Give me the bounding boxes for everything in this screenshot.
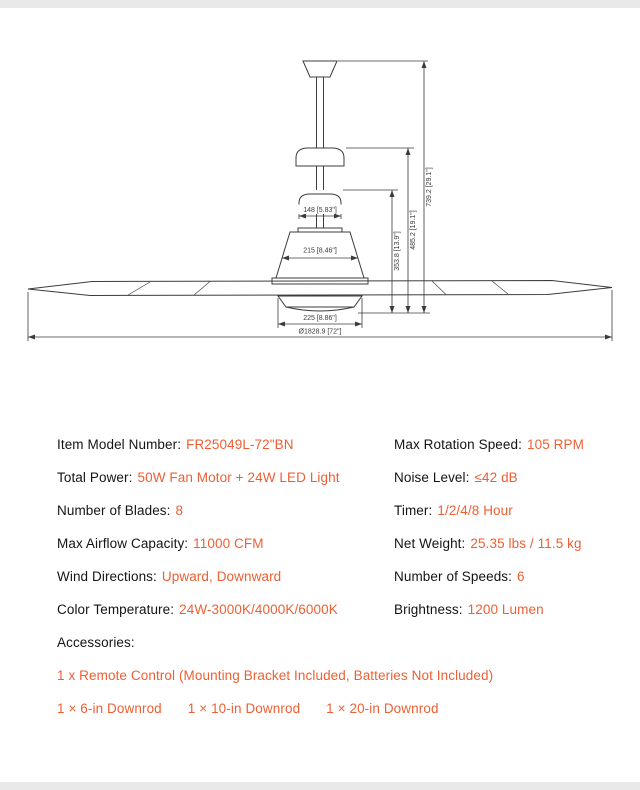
spec-row-brightness [394,593,620,626]
spec-row-accessories-heading [57,626,394,659]
fan-line-drawing [0,0,640,360]
spec-value: ≤42 dB [474,470,518,485]
spec-sheet [57,428,620,659]
accessory-downrod-20in: 1 × 20-in Downrod [326,701,439,716]
spec-label: Max Airflow Capacity: [57,536,189,551]
spec-row-total-power [57,461,394,494]
light-kit [278,296,362,311]
dimension-lines [28,61,612,341]
dimension-labels [294,167,433,335]
spec-row-speeds [394,560,620,593]
spec-value: 105 RPM [526,437,584,452]
spec-value: 25.35 lbs / 11.5 kg [470,536,582,551]
spec-value: 1/2/4/8 Hour [437,503,513,518]
spec-value: 24W-3000K/4000K/6000K [179,602,338,617]
spec-row-wind-directions [57,560,394,593]
fan-dimension-diagram [0,0,640,360]
accessories-heading: Accessories: [57,635,135,650]
spec-row-noise-level [394,461,620,494]
fan-blades [28,281,612,296]
spec-value: Upward, Downward [161,569,282,584]
spec-value: 11000 CFM [193,536,264,551]
spec-label: Item Model Number: [57,437,182,452]
accessory-downrod-6in: 1 × 6-in Downrod [57,701,162,716]
spec-label: Brightness: [394,602,463,617]
accessory-downrods [57,692,620,725]
spec-label: Number of Speeds: [394,569,513,584]
spec-label: Net Weight: [394,536,466,551]
spec-row-color-temperature [57,593,394,626]
dim-label-blade-sweep: Ø1828.9 [72"] [298,328,342,336]
spec-row-airflow [57,527,394,560]
dim-label-height-outer: 739.2 [29.1"] [426,167,433,207]
bottom-border [0,782,640,790]
spec-row-timer [394,494,620,527]
motor-housing [272,228,368,284]
canopy [296,148,344,166]
spec-row-rotation-speed [394,428,620,461]
spec-row-blades [57,494,394,527]
spec-label: Color Temperature: [57,602,175,617]
spec-column-left [57,428,394,659]
spec-label: Max Rotation Speed: [394,437,522,452]
ceiling-mount-bracket [303,61,337,77]
spec-row-net-weight [394,527,620,560]
dim-label-height-inner: 353.8 [13.9"] [394,231,401,271]
spec-value: FR25049L-72"BN [186,437,294,452]
spec-row-model [57,428,394,461]
spec-value: 50W Fan Motor + 24W LED Light [137,470,340,485]
spec-value: 6 [517,569,525,584]
spec-value: 1200 Lumen [467,602,544,617]
spec-column-right [394,428,620,659]
spec-label: Noise Level: [394,470,470,485]
spec-label: Number of Blades: [57,503,171,518]
spec-label: Wind Directions: [57,569,157,584]
spec-label: Total Power: [57,470,133,485]
accessories-section [57,659,620,725]
accessory-downrod-10in: 1 × 10-in Downrod [187,701,301,716]
spec-label: Timer: [394,503,433,518]
dim-label-canopy-width: 148 [5.83"] [303,207,337,214]
dim-label-light-width: 225 [8.86"] [303,315,337,322]
dim-label-motor-width: 215 [8.46"] [303,247,337,255]
spec-value: 8 [175,503,184,518]
accessory-remote-control: 1 x Remote Control (Mounting Bracket Included, Batteries Not Included) [57,668,494,683]
dim-label-height-middle: 485.2 [19.1"] [410,210,417,250]
